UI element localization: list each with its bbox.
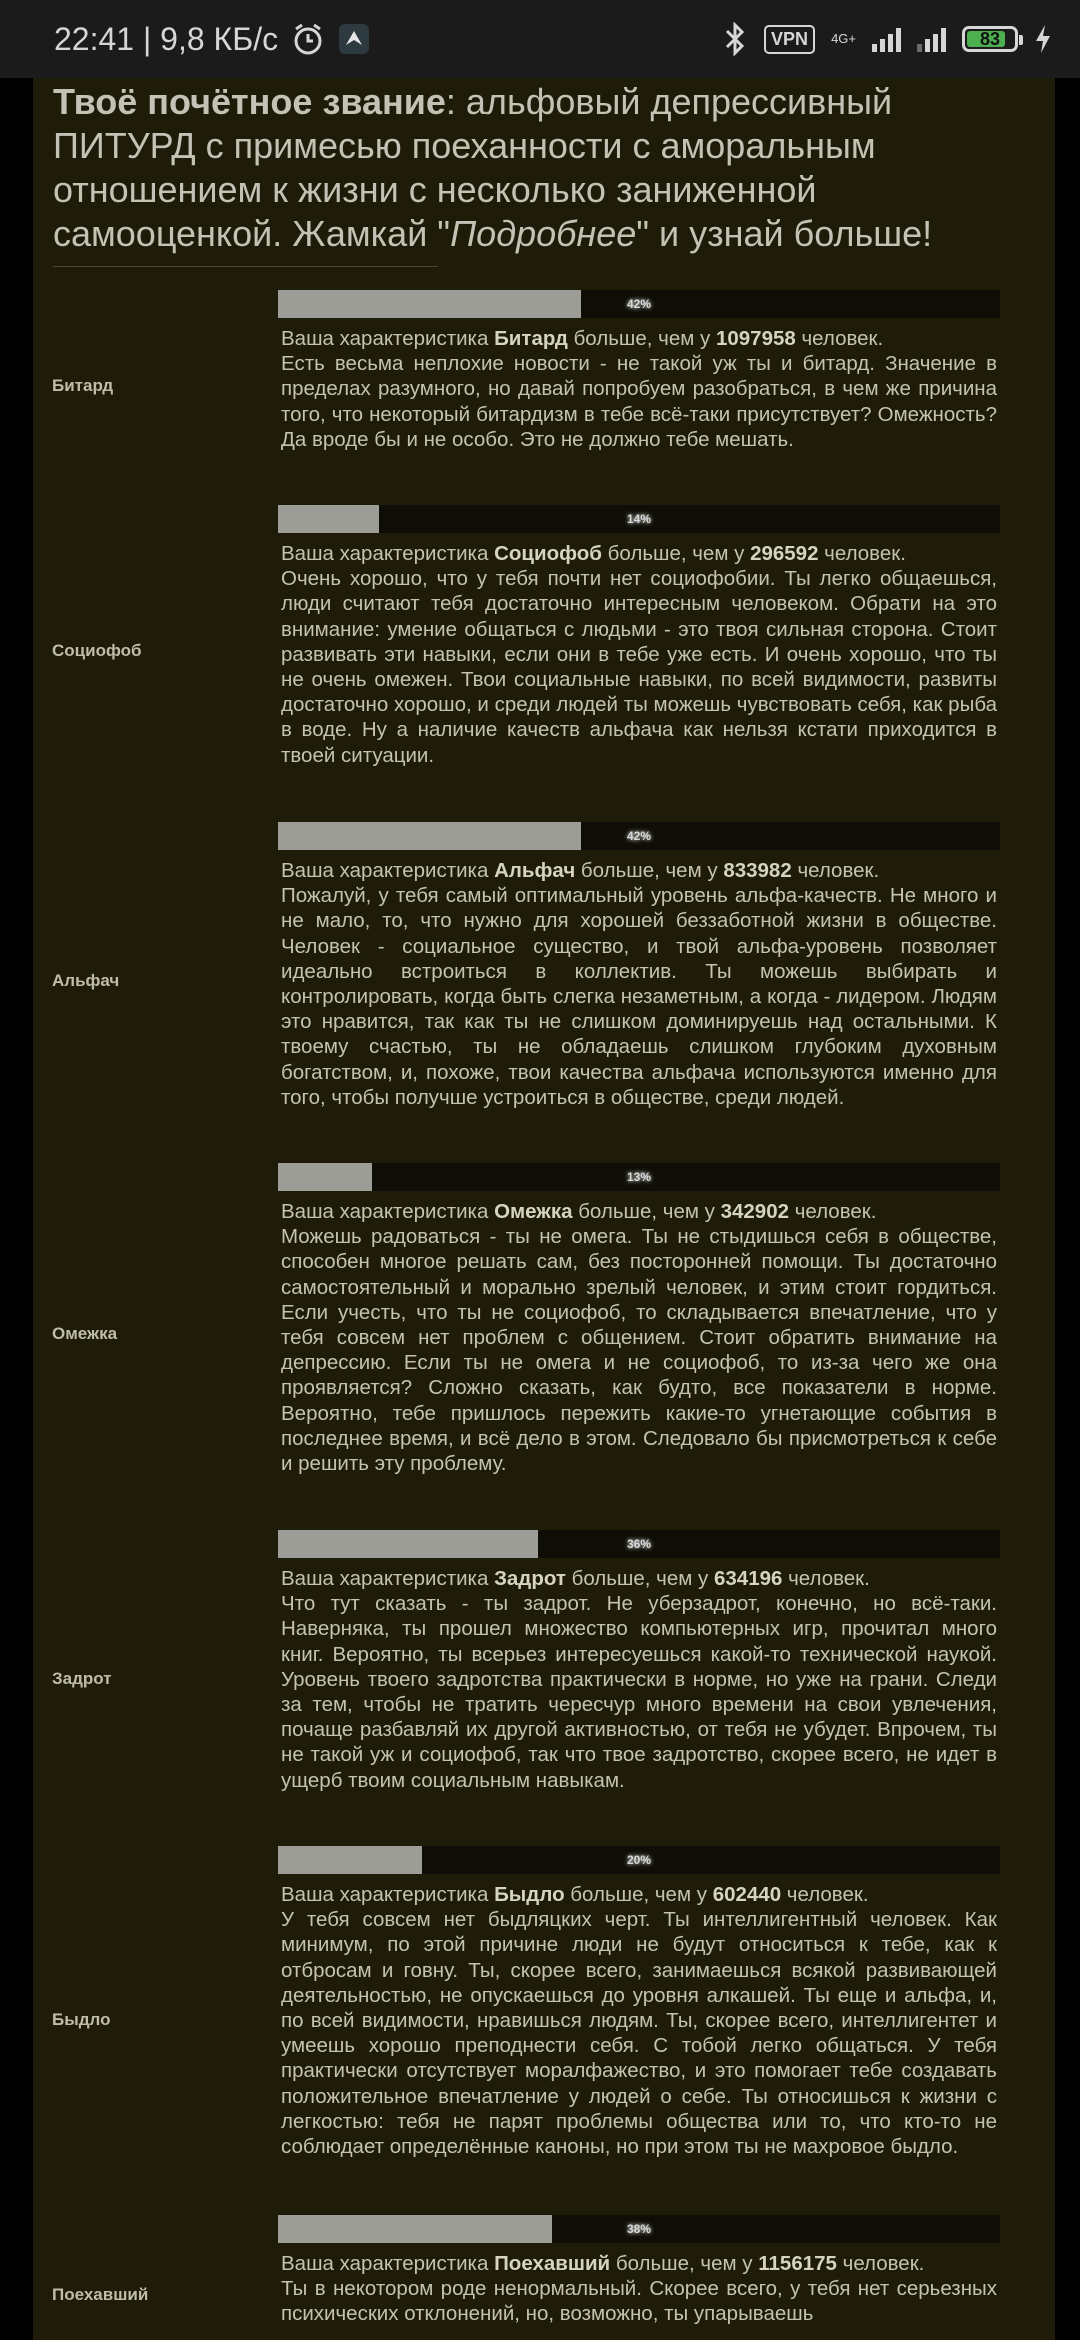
description-suffix: человек. bbox=[789, 1200, 877, 1223]
description-suffix: человек. bbox=[782, 1567, 870, 1590]
description-mid: больше, чем у bbox=[565, 1567, 714, 1590]
people-count: 634196 bbox=[714, 1567, 783, 1590]
progress-bar bbox=[278, 505, 1000, 533]
description-prefix: Ваша характеристика bbox=[281, 1200, 495, 1223]
description-text: Можешь радоваться - ты не омега. Ты не стыдишься себя в обществе, способен многое решать сам, без посторонней помощи. Ты достаточно самостоятельный и морально зрелый человек, и этим стоит гордиться. Если учесть, что ты не социофоб, то складывается впечатление, что у тебя совсем нет проблем с общением. Стоит обратить внимание на депрессию. Если ты не омега и не социофоб, то из-за чего же она проявляется? Сложно сказать, как будто, все показатели в норме. Вероятно, тебе пришлось пережить какие-то угнетающие события в последнее время, и всё дело в этом. Следовало бы присмотреться к себе и решить эту проблему. bbox=[281, 1225, 997, 1476]
trait-description bbox=[281, 2251, 997, 2327]
trait-name: Социофоб bbox=[494, 542, 602, 565]
description-suffix: человек. bbox=[836, 2252, 925, 2275]
people-count: 342902 bbox=[720, 1200, 790, 1223]
trait-label: Битард bbox=[52, 376, 114, 395]
description-suffix: человек. bbox=[791, 859, 880, 882]
people-count: 1156175 bbox=[758, 2252, 837, 2275]
charging-icon bbox=[1034, 24, 1052, 54]
progress-percent: 20% bbox=[626, 1853, 652, 1867]
title-bold: Твоё почётное звание bbox=[53, 81, 446, 122]
description-mid: больше, чем у bbox=[575, 859, 724, 882]
title-text-2: " и узнай больше! bbox=[636, 213, 933, 254]
description-mid: больше, чем у bbox=[610, 2252, 759, 2275]
trait-label: Омежка bbox=[52, 1324, 118, 1343]
trait-label: Задрот bbox=[52, 1669, 112, 1688]
vpn-badge: VPN bbox=[764, 25, 815, 54]
description-text: Что тут сказать - ты задрот. Не уберзадрот, конечно, но всё-таки. Наверняка, ты прошел множество компьютерных игр, прочитал много книг. Вероятно, ты всерьез интересуешься какой-то технической наукой. Уровень твоего задротства практически в норме, но уже на грани. Следи за тем, чтобы не тратить чересчур много времени на свои увлечения, почаще разбавляй их другой активностью, от тебя не убудет. Впрочем, ты не такой уж и социофоб, так что твое задротство, скорее всего, не идет в ущерб твоим социальным навыкам. bbox=[281, 1592, 997, 1792]
description-text: У тебя совсем нет быдляцких черт. Ты интеллигентный человек. Как минимум, по этой причине люди не будут относиться к тебе, как к отбросам и говну. Ты, скорее всего, занимаешься всякой развивающей деятельностью, не опускаешься до уровня алкашей. Ты еще и альфа, и, по всей видимости, нравишься людям. Ты, скорее всего, интеллигентет и умеешь хорошо преподнести себя. С тобой легко общаться. У тебя практически отсутствует моралфажество, и это помогает тебе создавать положительное впечатление у людей о себе. Ты относишься к жизни с легкостью: тебя не парят проблемы общества или то, что кто-то не соблюдает определённые каноны, но при этом ты не махровое быдло. bbox=[281, 1908, 997, 2159]
progress-percent: 42% bbox=[626, 829, 652, 843]
description-prefix: Ваша характеристика bbox=[281, 1567, 495, 1590]
progress-bar bbox=[278, 1846, 1000, 1874]
progress-bar bbox=[278, 1530, 1000, 1558]
progress-bar bbox=[278, 2215, 1000, 2243]
people-count: 296592 bbox=[750, 542, 819, 565]
trait-name: Битард bbox=[494, 327, 568, 350]
title-text-1: : альфовый депрессивный ПИТУРД с примесью поеханности с аморальным отношением к жизни с несколько заниженной самооценкой. Жамкай " bbox=[53, 81, 893, 254]
description-text: Есть весьма неплохие новости - не такой уж ты и битард. Значение в пределах разумного, но давай попробуем разобраться, в чем же причина того, что некоторый битардизм в тебе всё-таки присутствует? Омежность? Да вроде бы и не особо. Это не должно тебе мешать. bbox=[281, 352, 997, 451]
trait-name: Задрот bbox=[494, 1567, 566, 1590]
trait-description bbox=[281, 1882, 997, 2159]
page-title bbox=[53, 80, 1033, 256]
trait-label: Быдло bbox=[52, 2010, 111, 2029]
progress-percent: 36% bbox=[626, 1537, 652, 1551]
status-time: 22:41 | 9,8 КБ/с bbox=[54, 20, 279, 57]
app-notification-icon bbox=[338, 23, 370, 55]
people-count: 833982 bbox=[723, 859, 792, 882]
battery-icon bbox=[962, 26, 1018, 52]
description-mid: больше, чем у bbox=[564, 1883, 713, 1906]
trait-label: Поехавший bbox=[52, 2285, 149, 2304]
description-suffix: человек. bbox=[795, 327, 884, 350]
description-suffix: человек. bbox=[818, 542, 906, 565]
trait-description bbox=[281, 326, 997, 452]
description-mid: больше, чем у bbox=[601, 542, 751, 565]
trait-name: Альфач bbox=[494, 859, 576, 882]
battery-level: 83 bbox=[979, 28, 1001, 49]
description-prefix: Ваша характеристика bbox=[281, 542, 495, 565]
progress-percent: 14% bbox=[626, 512, 652, 526]
description-suffix: человек. bbox=[781, 1883, 869, 1906]
trait-description bbox=[281, 541, 997, 768]
results-page bbox=[33, 78, 1055, 2340]
description-prefix: Ваша характеристика bbox=[281, 2252, 495, 2275]
description-text: Очень хорошо, что у тебя почти нет социофобии. Ты легко общаешься, люди считают тебя достаточно интересным человеком. Обрати на это внимание: умение общаться с людьми - это твоя сильная сторона. Стоит развивать эти навыки, если они в тебе уже есть. И очень хорошо, что ты не очень омежен. Твои социальные навыки, по всей видимости, развиты достаточно хорошо, и среди людей ты можешь чувствовать себя, как рыба в воде. Ну а наличие качеств альфача как нельзя кстати приходится в твоей ситуации. bbox=[281, 567, 997, 767]
progress-percent: 38% bbox=[626, 2222, 652, 2236]
description-prefix: Ваша характеристика bbox=[281, 1883, 495, 1906]
trait-description bbox=[281, 858, 997, 1110]
people-count: 1097958 bbox=[715, 327, 796, 350]
alarm-icon bbox=[290, 21, 326, 57]
signal-icon bbox=[872, 26, 901, 52]
description-mid: больше, чем у bbox=[572, 1200, 721, 1223]
progress-bar bbox=[278, 290, 1000, 318]
status-bar bbox=[0, 0, 1080, 78]
progress-bar bbox=[278, 822, 1000, 850]
trait-description bbox=[281, 1199, 997, 1476]
description-mid: больше, чем у bbox=[567, 327, 716, 350]
progress-bar bbox=[278, 1163, 1000, 1191]
people-count: 602440 bbox=[712, 1883, 782, 1906]
description-prefix: Ваша характеристика bbox=[281, 327, 495, 350]
progress-percent: 42% bbox=[626, 297, 652, 311]
more-link[interactable]: Подробнее bbox=[450, 213, 637, 254]
trait-name: Быдло bbox=[494, 1883, 565, 1906]
bluetooth-icon bbox=[722, 22, 748, 56]
description-text: Пожалуй, у тебя самый оптимальный уровень альфа-качеств. Не много и не мало, то, что нужно для хорошей беззаботной жизни в обществе. Человек - социальное существо, и твой альфа-уровень позволяет идеально встроиться в коллектив. Ты можешь выбирать и контролировать, когда быть слегка незаметным, а когда - лидером. Людям это нравится, так как ты не слишком доминируешь над остальными. К твоему счастью, ты не обладаешь слишком глубоким духовным богатством, и, похоже, твои качества альфача используются именно для того, чтобы получше устроиться в обществе, среди людей. bbox=[281, 884, 997, 1109]
network-type: 4G+ bbox=[831, 31, 856, 46]
trait-name: Поехавший bbox=[494, 2252, 611, 2275]
signal-2-icon bbox=[917, 26, 946, 52]
divider bbox=[53, 266, 438, 267]
trait-name: Омежка bbox=[494, 1200, 573, 1223]
trait-label: Альфач bbox=[52, 971, 120, 990]
description-prefix: Ваша характеристика bbox=[281, 859, 495, 882]
trait-label: Социофоб bbox=[52, 641, 142, 660]
progress-percent: 13% bbox=[626, 1170, 652, 1184]
description-text: Ты в некотором роде ненормальный. Скорее всего, у тебя нет серьезных психических отклонений, но, возможно, ты упарываешь bbox=[281, 2277, 997, 2326]
trait-description bbox=[281, 1566, 997, 1793]
